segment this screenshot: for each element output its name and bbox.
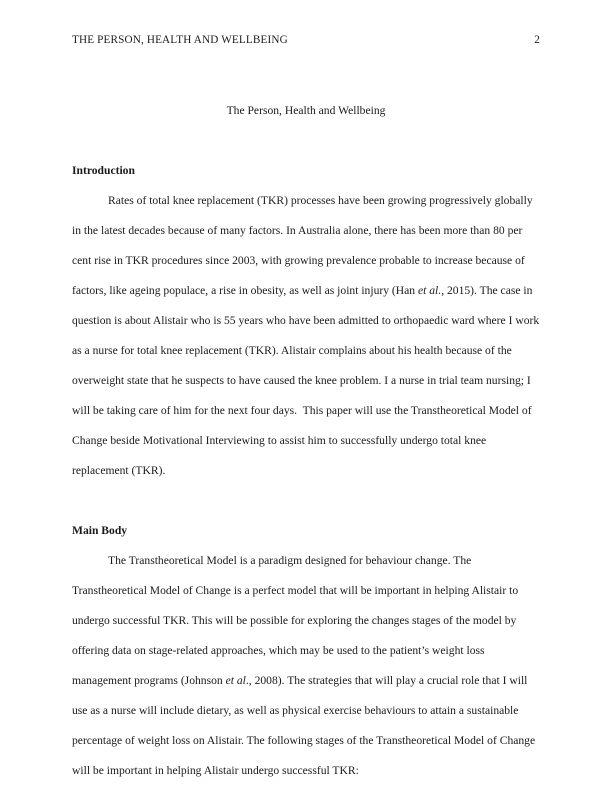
text-run: The Transtheoretical Model is a paradigm designed for behaviour change. The Transtheoretical Model of Change is a perfect model that will be important in helping Alistair to undergo successful TKR. This will be possible for exploring the changes stages of the model by offering data on stage-related approaches, which may be used to the patient’s weight loss management programs (Johnson	[72, 554, 522, 687]
text-run: Rates of total knee replacement (TKR) processes have been growing progressively globally in the latest decades because of many factors. In Australia alone, there has been more than 80 per cent rise in TKR procedures since 2003, with growing prevalence probable to increase because of factors, like ageing populace, a rise in obesity, as well as joint injury (Han	[72, 194, 536, 297]
citation-et-al: et al	[225, 674, 246, 687]
page-number: 2	[534, 34, 540, 46]
citation-et-al: et al.	[418, 284, 442, 297]
section-heading-introduction: Introduction	[72, 164, 135, 177]
running-head	[72, 33, 540, 47]
text-run: ., 2008). The strategies that will play a crucial role that I will use as a nurse will include dietary, as well as physical exercise behaviours to attain a sustainable percentage of weight loss on Alistair. The following stages of the Transtheoretical Model of Change will be important in helping Alistair undergo successful TKR:	[72, 674, 539, 777]
running-head-title: THE PERSON, HEALTH AND WELLBEING	[72, 34, 288, 46]
paragraph-main-body	[72, 546, 540, 786]
page-title: The Person, Health and Wellbeing	[226, 104, 386, 117]
text-run: , 2015). The case in question is about Alistair who is 55 years who have been admitted to orthopaedic ward where I work as a nurse for total knee replacement (TKR). Alistair complains about his health because of the overweight state that he suspects to have caused the knee problem. I a nurse in trial team nursing; I will be taking care of him for the next four days. This paper will use the Transtheoretical Model of Change beside Motivational Interviewing to assist him to successfully undergo total knee replacement (TKR).	[72, 284, 543, 477]
paragraph-spacer	[72, 486, 540, 516]
paragraph-introduction	[72, 186, 543, 486]
section-heading-main-body: Main Body	[72, 524, 128, 537]
document-body	[72, 96, 543, 786]
